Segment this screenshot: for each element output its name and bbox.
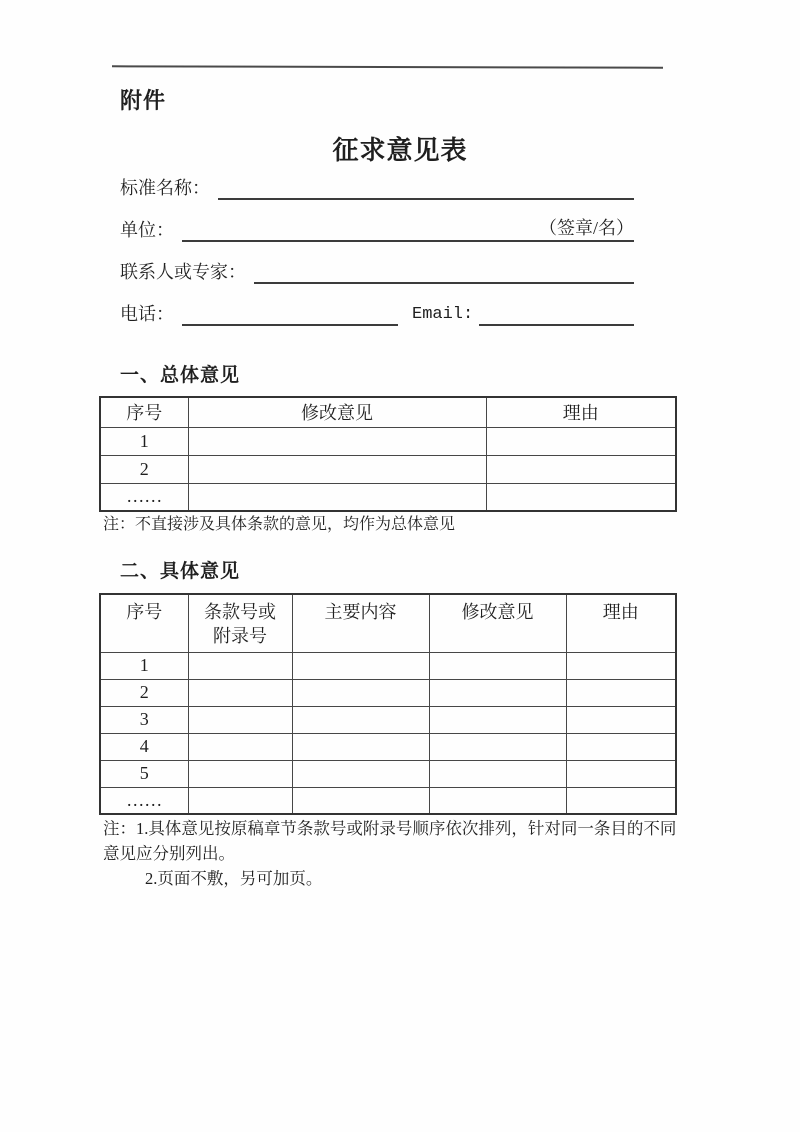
empty-cell — [486, 483, 676, 511]
column-header-number: 序号 — [100, 594, 188, 652]
empty-cell — [566, 652, 676, 679]
empty-cell — [188, 733, 292, 760]
empty-cell — [566, 733, 676, 760]
table-row — [100, 427, 676, 455]
empty-cell — [188, 483, 486, 511]
empty-cell — [188, 455, 486, 483]
empty-cell — [429, 706, 566, 733]
row-number-cell: 2 — [100, 455, 188, 483]
email-blank-line — [479, 298, 634, 326]
unit-field — [120, 200, 634, 242]
specific-comments-table — [99, 593, 677, 815]
table-row — [100, 706, 676, 733]
table-row — [100, 483, 676, 511]
note-line-2: 2.页面不敷，另可加页。 — [145, 868, 323, 888]
row-number-cell: 4 — [100, 733, 188, 760]
section-heading-specific-comments: 二、具体意见 — [120, 561, 241, 582]
empty-cell — [486, 455, 676, 483]
empty-cell — [188, 706, 292, 733]
row-number-cell: …… — [100, 787, 188, 814]
table-row — [100, 455, 676, 483]
empty-cell — [566, 679, 676, 706]
empty-cell — [292, 733, 429, 760]
header-divider-rule — [112, 65, 663, 68]
empty-cell — [429, 652, 566, 679]
table-row — [100, 679, 676, 706]
page-title: 征求意见表 — [332, 135, 468, 165]
unit-blank-line — [182, 214, 634, 242]
email-label: Email: — [412, 305, 474, 324]
note-line-1: 注：1.具体意见按原稿章节条款号或附录号顺序依次排列，针对同一条目的不同意见应分别列出。 — [103, 819, 677, 863]
phone-email-field — [120, 284, 634, 326]
form-fields-area — [120, 158, 634, 326]
row-number-cell: 5 — [100, 760, 188, 787]
column-header-suggestion: 修改意见 — [188, 397, 486, 427]
empty-cell — [188, 679, 292, 706]
empty-cell — [188, 760, 292, 787]
unit-label: 单位： — [120, 220, 174, 240]
row-number-cell: 3 — [100, 706, 188, 733]
standard-name-label: 标准名称： — [120, 178, 210, 198]
empty-cell — [188, 652, 292, 679]
phone-blank-line — [182, 298, 398, 326]
attachment-label: 附件 — [120, 88, 167, 113]
column-header-suggestion: 修改意见 — [429, 594, 566, 652]
general-comments-note: 注：不直接涉及具体条款的意见，均作为总体意见 — [103, 516, 456, 533]
empty-cell — [292, 760, 429, 787]
empty-cell — [486, 427, 676, 455]
standard-name-blank-line — [218, 172, 634, 200]
table-header-row — [100, 397, 676, 427]
table-row — [100, 787, 676, 814]
contact-field — [120, 242, 634, 284]
column-header-reason: 理由 — [566, 594, 676, 652]
signature-hint-label: （签章/名） — [538, 218, 634, 238]
table-row — [100, 652, 676, 679]
empty-cell — [566, 706, 676, 733]
row-number-cell: 1 — [100, 652, 188, 679]
table-header-row — [100, 594, 676, 652]
empty-cell — [292, 787, 429, 814]
section-heading-general-comments: 一、总体意见 — [120, 365, 241, 386]
column-header-reason: 理由 — [486, 397, 676, 427]
row-number-cell: 1 — [100, 427, 188, 455]
empty-cell — [429, 760, 566, 787]
column-header-clause: 条款号或附录号 — [188, 594, 292, 652]
general-comments-table — [99, 396, 677, 512]
empty-cell — [188, 787, 292, 814]
empty-cell — [292, 652, 429, 679]
empty-cell — [292, 706, 429, 733]
empty-cell — [429, 787, 566, 814]
empty-cell — [429, 679, 566, 706]
table-row — [100, 760, 676, 787]
phone-label: 电话： — [120, 304, 174, 324]
specific-comments-notes — [103, 817, 687, 891]
empty-cell — [429, 733, 566, 760]
table-row — [100, 733, 676, 760]
contact-label: 联系人或专家： — [120, 262, 246, 282]
empty-cell — [566, 787, 676, 814]
empty-cell — [566, 760, 676, 787]
column-header-main-content: 主要内容 — [292, 594, 429, 652]
empty-cell — [292, 679, 429, 706]
empty-cell — [188, 427, 486, 455]
contact-blank-line — [254, 256, 634, 284]
row-number-cell: …… — [100, 483, 188, 511]
standard-name-field — [120, 158, 634, 200]
row-number-cell: 2 — [100, 679, 188, 706]
column-header-number: 序号 — [100, 397, 188, 427]
